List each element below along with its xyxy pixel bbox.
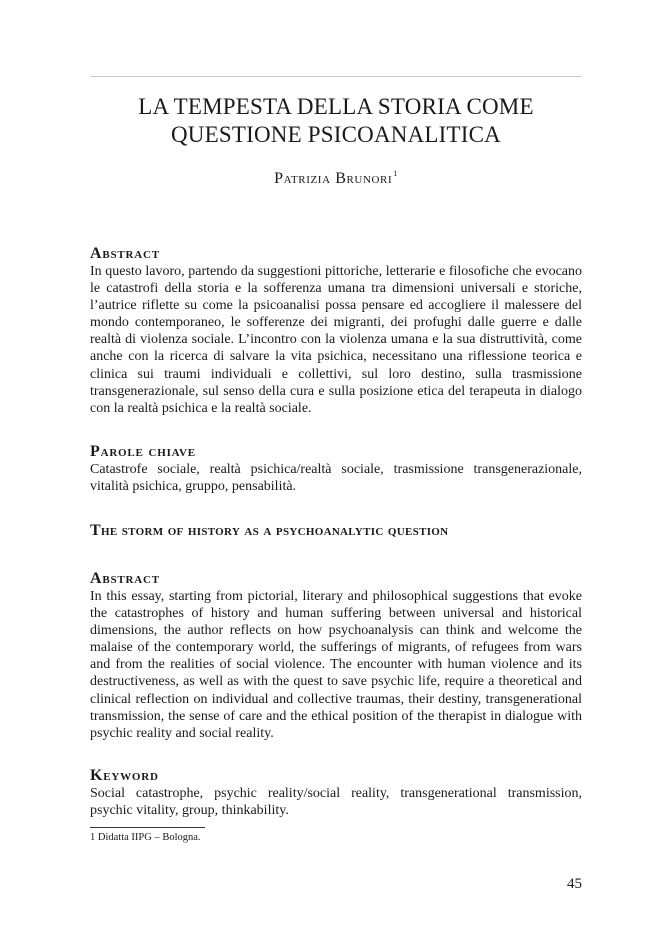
abstract-it-heading: Abstract [90,245,160,262]
article-title [90,93,582,149]
page-number: 45 [567,876,582,892]
keywords-it-heading: Parole chiave [90,443,196,460]
title-line-1: LA TEMPESTA DELLA STORIA COME [138,94,534,119]
footnote-rule [90,827,205,828]
footnote-marker: 1 [393,169,398,178]
abstract-en-text: In this essay, starting from pictorial, literary and philosophical suggestions that evoke the catastrophes of history and human suffering between universal and historical dimensions, the author reflects on how psychoanalysis can think and welcome the malaise of the contemporary world, the sufferings of migrants, of refugees from wars and from the realities of social violence. The encounter with human violence and its destructiveness, as well as with the quest to save psychic life, require a theoretical and clinical reflection on individual and collective traumas, their destiny, transgenerational transmission, the sense of care and the ethical position of the therapist in dialogue with psychic reality and social reality. [90,589,582,741]
header-rule [90,76,582,77]
keywords-en-heading: Keyword [90,767,159,784]
abstract-it-text: In questo lavoro, partendo da suggestioni pittoriche, letterarie e filosofiche che evocano le catastrofi della storia e la sofferenza umana tra dimensioni universali e storiche, l’autrice riflette su come la psicoanalisi possa pensare ed accogliere il malessere del mondo contemporaneo, le sofferenze dei migranti, dei profughi dalle guerre e dalle realtà di violenza sociale. L’incontro con la violenza umana e la sua distruttività, come anche con la ricerca di salvare la vita psichica, necessitano una riflessione teorica e clinica sui traumi individuali e collettivi, sul loro destino, sulla trasmissione transgenerazionale, sul senso della cura e sulla posizione etica del terapeuta in dialogo con la realtà psichica e la realtà sociale. [90,264,582,416]
abstract-it-section [90,245,582,417]
abstract-en-heading: Abstract [90,570,160,587]
author-line [90,170,582,188]
author-name: Patrizia Brunori [274,170,393,187]
keywords-it-section [90,443,582,495]
keywords-en-section [90,767,582,819]
english-title: The storm of history as a psychoanalytic question [90,522,449,539]
abstract-en-section [90,570,582,742]
keywords-en-text: Social catastrophe, psychic reality/social reality, transgenerational transmission, psychic vitality, group, thinkability. [90,786,582,819]
keywords-it-text: Catastrofe sociale, realtà psichica/realtà sociale, trasmissione transgenerazionale, vitalità psichica, gruppo, pensabilità. [90,462,582,495]
footnote: 1 Didatta IIPG – Bologna. [90,832,201,843]
title-line-2: QUESTIONE PSICOANALITICA [171,122,501,147]
